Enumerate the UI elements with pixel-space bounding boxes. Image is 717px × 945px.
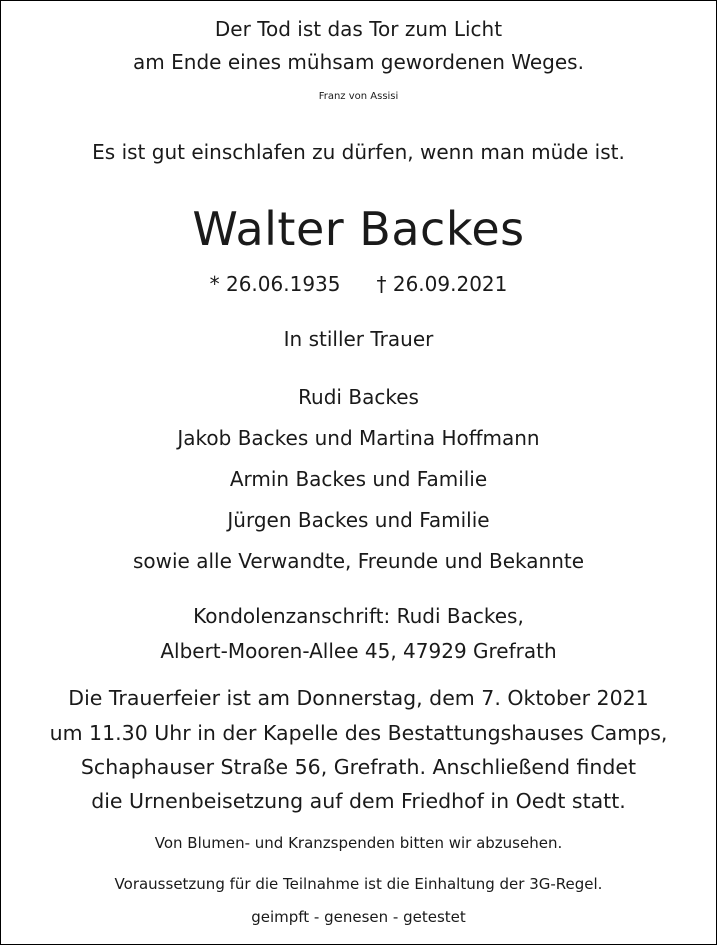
- mourning-intro: In stiller Trauer: [283, 327, 434, 351]
- covid-line-2: geimpft - genesen - getestet: [251, 908, 466, 926]
- mourner-5: sowie alle Verwandte, Freunde und Bekannte: [132, 549, 585, 573]
- mourner-4: Jürgen Backes und Familie: [227, 508, 490, 532]
- motto: Es ist gut einschlafen zu dürfen, wenn man müde ist.: [92, 140, 625, 164]
- flowers-note: Von Blumen- und Kranzspenden bitten wir abzusehen.: [154, 834, 563, 852]
- quote-author: Franz von Assisi: [318, 91, 399, 102]
- ceremony-line-1: Die Trauerfeier ist am Donnerstag, dem 7. Oktober 2021: [68, 686, 649, 710]
- mourner-2: Jakob Backes und Martina Hoffmann: [177, 426, 540, 450]
- birth-date: * 26.06.1935: [209, 272, 341, 296]
- ceremony-line-3: Schaphauser Straße 56, Grefrath. Anschließend findet: [80, 755, 637, 779]
- quote-line-2: am Ende eines mühsam gewordenen Weges.: [133, 50, 584, 74]
- mourner-1: Rudi Backes: [298, 385, 419, 409]
- covid-line-1: Voraussetzung für die Teilnahme ist die Einhaltung der 3G-Regel.: [114, 875, 603, 893]
- mourner-3: Armin Backes und Familie: [229, 467, 488, 491]
- quote-line-1: Der Tod ist das Tor zum Licht: [214, 17, 503, 41]
- deceased-name: Walter Backes: [192, 202, 525, 256]
- condolence-line-1: Kondolenzanschrift: Rudi Backes,: [193, 604, 524, 628]
- death-date: † 26.09.2021: [376, 272, 508, 296]
- ceremony-line-4: die Urnenbeisetzung auf dem Friedhof in Oedt statt.: [91, 789, 626, 813]
- condolence-line-2: Albert-Mooren-Allee 45, 47929 Grefrath: [160, 639, 557, 663]
- life-dates: [0, 274, 717, 294]
- ceremony-line-2: um 11.30 Uhr in der Kapelle des Bestattungshauses Camps,: [49, 721, 668, 745]
